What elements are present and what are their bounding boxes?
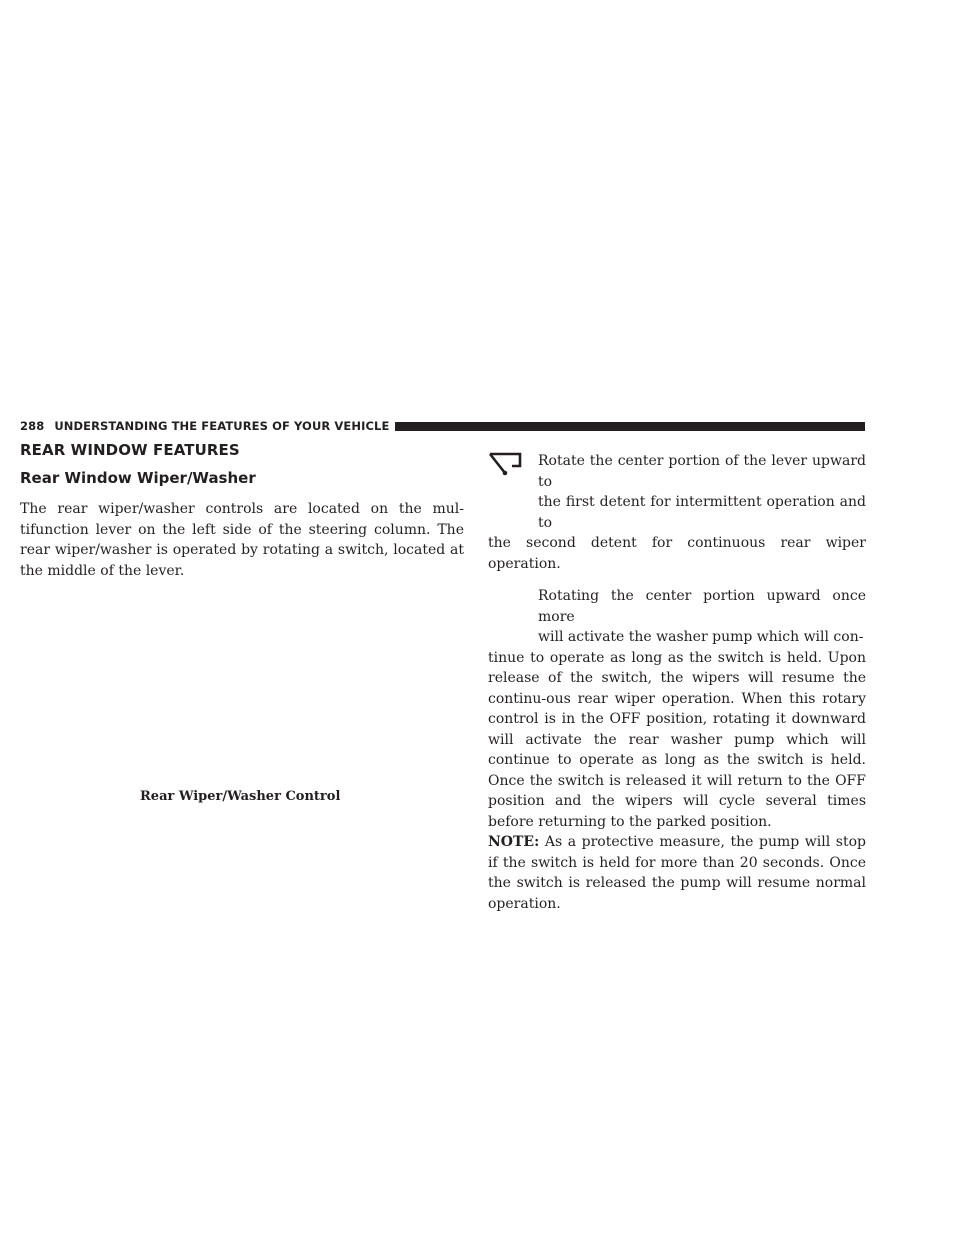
rear-wiper-icon xyxy=(488,451,522,477)
washer-paragraph xyxy=(488,586,866,832)
p2-line-1: Rotating the center portion upward once more xyxy=(538,588,866,625)
p2-line-2: will activate the washer pump which will con- xyxy=(538,629,864,645)
intermittent-paragraph xyxy=(488,451,866,574)
note-label: NOTE: xyxy=(488,834,540,850)
right-column xyxy=(488,451,866,914)
p1-line-1: Rotate the center portion of the lever upward to xyxy=(538,453,866,490)
running-header xyxy=(20,420,865,432)
note-text: As a protective measure, the pump will stop if the switch is held for more than 20 seconds. Once the switch is released the pump will resume normal operation. xyxy=(488,834,866,912)
subsection-title: Rear Window Wiper/Washer xyxy=(20,469,256,487)
left-column xyxy=(20,441,464,581)
note-paragraph xyxy=(488,832,866,914)
figure-caption: Rear Wiper/Washer Control xyxy=(140,789,341,804)
header-rule xyxy=(395,422,865,431)
page-number: 288 xyxy=(20,419,45,433)
section-title: REAR WINDOW FEATURES xyxy=(20,441,240,459)
intro-paragraph: The rear wiper/washer controls are located on the mul-tifunction lever on the left side of the steering column. The rear wiper/washer is operated by rotating a switch, located at the middle of the lever. xyxy=(20,501,464,579)
running-title: UNDERSTANDING THE FEATURES OF YOUR VEHICLE xyxy=(54,419,390,433)
p2-rest: tinue to operate as long as the switch is held. Upon release of the switch, the wipers will resume the continu-ous rear wiper operation. When this rotary control is in the OFF position, rotating it downward will activate the rear washer pump which will continue to operate as long as the switch is held. Once the switch is released it will return to the OFF position and the wipers will cycle several times before returning to the parked position. xyxy=(488,649,866,830)
p1-line-2: the first detent for intermittent operation and to xyxy=(538,494,866,531)
p1-rest: the second detent for continuous rear wiper operation. xyxy=(488,535,866,572)
